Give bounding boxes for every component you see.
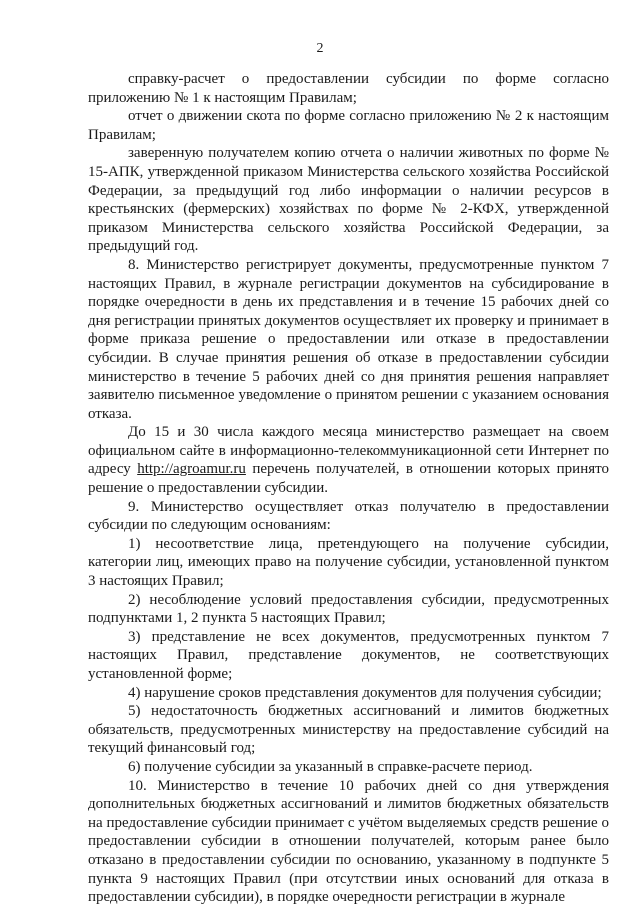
website-link[interactable]: http://agroamur.ru: [137, 461, 246, 478]
paragraph-animal-report-copy: заверенную получателем копию отчета о наличии животных по форме № 15-АПК, утвержденной приказом Министерства сельского хозяйства Российской Федерации, за предыдущий год либо информации о наличии ресурсов в крестьянских (фермерских) хозяйствах по форме № 2-КФХ, утвержденной приказом Министерства сельского хозяйства Российской Федерации, за предыдущий год.: [88, 145, 609, 255]
list-item-ground-4: 4) нарушение сроков представления документов для получения субсидии;: [128, 684, 602, 701]
publication-text-after: перечень получателей, в отношении которых принято решение о предоставлении субсидии.: [88, 461, 609, 497]
list-item-ground-3: 3) представление не всех документов, предусмотренных пунктом 7 настоящих Правил, представление документов, не соответствующих установленной форме;: [88, 628, 609, 682]
paragraph-additional-allocations: 10. Министерство в течение 10 рабочих дней со дня утверждения дополнительных бюджетных ассигнований и лимитов бюджетных обязательств на предоставление субсидии принимает с учётом выделяемых средств решение о предоставлении субсидии в отношении получателей, которым ранее было отказано в предоставлении субсидии по основанию, указанному в подпункте 5 пункта 9 настоящих Правил (при отсутствии иных оснований для отказа в предоставлении субсидии), в порядке очередности регистрации в журнале: [88, 777, 609, 906]
paragraph-registration: 8. Министерство регистрирует документы, предусмотренные пунктом 7 настоящих Правил, в журнале регистрации документов на субсидирование в порядке очередности в день их представления и в течение 15 рабочих дней со дня регистрации принятых документов осуществляет их проверку и принимает в форме приказа решение о предоставлении или отказе в предоставлении субсидии. В случае принятия решения об отказе в предоставлении субсидии министерство в течение 5 рабочих дней со дня принятия решения направляет заявителю письменное уведомление о принятом решении с указанием основания отказа.: [88, 256, 609, 422]
list-item-ground-1: 1) несоответствие лица, претендующего на получение субсидии, категории лиц, имеющих право на получение субсидии, установленной пунктом 3 настоящих Правил;: [88, 535, 609, 590]
page-number: 2: [316, 41, 324, 56]
paragraph-calculation-certificate: справку-расчет о предоставлении субсидии по форме согласно приложению № 1 к настоящим Правилам;: [88, 71, 609, 106]
list-item-ground-5: 5) недостаточность бюджетных ассигнований и лимитов бюджетных обязательств, предусмотренных министерству на предоставление субсидий на текущий финансовый год;: [88, 703, 609, 757]
paragraph-publication: [88, 423, 609, 497]
paragraph-refusal-grounds: 9. Министерство осуществляет отказ получателю в предоставлении субсидии по следующим основаниям:: [88, 498, 609, 534]
document-body: [88, 70, 609, 907]
publication-text-before: До 15 и 30 числа каждого месяца министерство размещает на своем официальном сайте в информационно-телекоммуникационной сети Интернет по адресу: [88, 424, 609, 478]
list-item-ground-6: 6) получение субсидии за указанный в справке-расчете период.: [128, 758, 533, 775]
list-item-ground-2: 2) несоблюдение условий предоставления субсидии, предусмотренных подпунктами 1, 2 пункта 5 настоящих Правил;: [88, 591, 609, 627]
paragraph-livestock-report: отчет о движении скота по форме согласно приложению № 2 к настоящим Правилам;: [88, 108, 609, 143]
